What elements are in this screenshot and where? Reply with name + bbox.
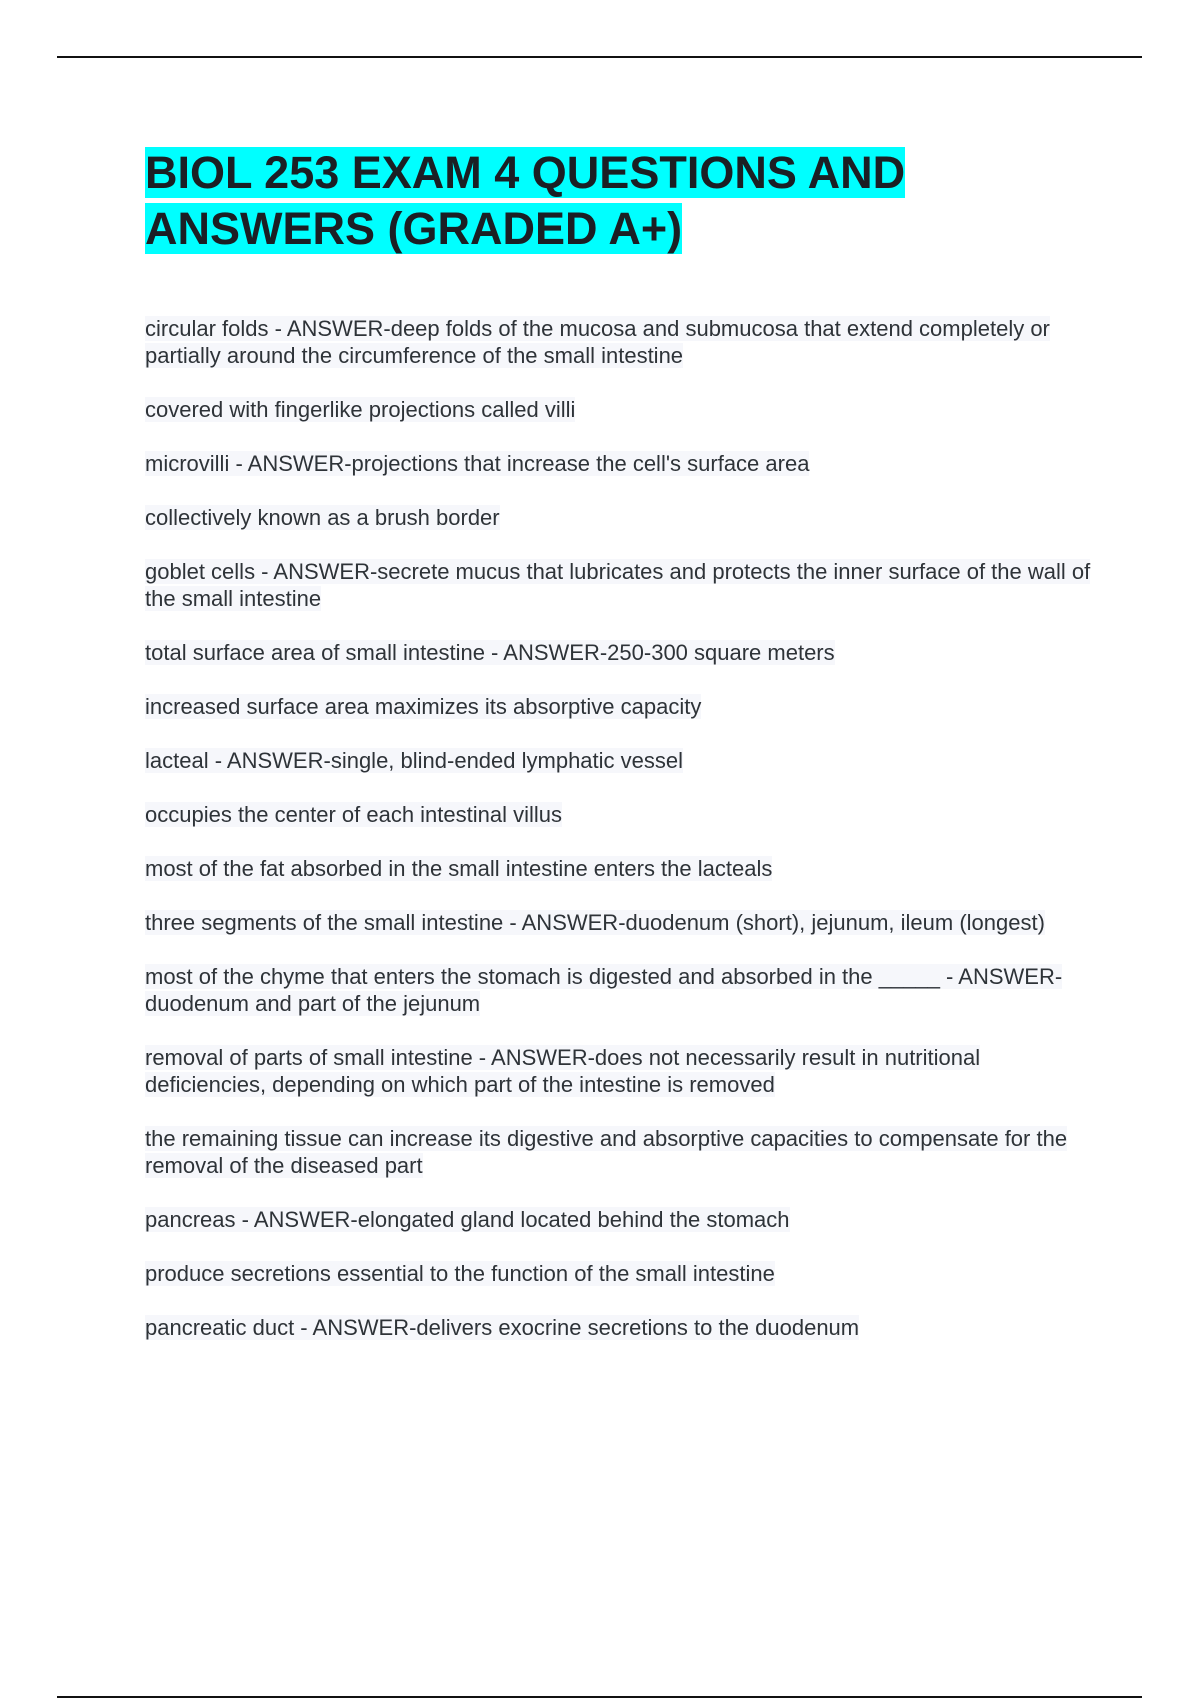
qa-entry-text: three segments of the small intestine - ANSWER-duodenum (short), jejunum, ileum (longest) <box>145 910 1045 935</box>
document-title <box>145 145 1105 257</box>
qa-entry-text: goblet cells - ANSWER-secrete mucus that lubricates and protects the inner surface of the wall of the small intestine <box>145 559 1091 611</box>
qa-entry-text: occupies the center of each intestinal villus <box>145 802 563 827</box>
qa-entry-text: covered with fingerlike projections called villi <box>145 397 576 422</box>
qa-entry <box>145 1206 1105 1233</box>
qa-entry-text: removal of parts of small intestine - ANSWER-does not necessarily result in nutritional deficiencies, depending on which part of the intestine is removed <box>145 1045 981 1097</box>
qa-entry-text: lacteal - ANSWER-single, blind-ended lymphatic vessel <box>145 748 684 773</box>
qa-entry <box>145 801 1105 828</box>
qa-entry-text: most of the chyme that enters the stomach is digested and absorbed in the _____ - ANSWER-duodenum and part of the jejunum <box>145 964 1063 1016</box>
qa-entry-text: total surface area of small intestine - ANSWER-250-300 square meters <box>145 640 835 665</box>
qa-entry-text: collectively known as a brush border <box>145 505 500 530</box>
qa-entry-text: pancreatic duct - ANSWER-delivers exocrine secretions to the duodenum <box>145 1315 860 1340</box>
document-body <box>145 145 1105 1368</box>
qa-entry <box>145 909 1105 936</box>
document-title-text: BIOL 253 EXAM 4 QUESTIONS AND ANSWERS (GRADED A+) <box>145 147 906 254</box>
bottom-rule <box>57 1696 1142 1698</box>
qa-entry-text: pancreas - ANSWER-elongated gland located behind the stomach <box>145 1207 790 1232</box>
qa-entry <box>145 315 1105 369</box>
qa-entry <box>145 450 1105 477</box>
qa-entry <box>145 963 1105 1017</box>
qa-entry-text: microvilli - ANSWER-projections that increase the cell's surface area <box>145 451 810 476</box>
qa-entry-text: the remaining tissue can increase its digestive and absorptive capacities to compensate for the removal of the diseased part <box>145 1126 1068 1178</box>
qa-entry <box>145 747 1105 774</box>
qa-entry <box>145 1260 1105 1287</box>
qa-entry <box>145 1314 1105 1341</box>
qa-entry-text: increased surface area maximizes its absorptive capacity <box>145 694 702 719</box>
qa-entry-text: most of the fat absorbed in the small intestine enters the lacteals <box>145 856 773 881</box>
qa-entry <box>145 693 1105 720</box>
qa-entry <box>145 855 1105 882</box>
qa-entry-text: produce secretions essential to the function of the small intestine <box>145 1261 775 1286</box>
qa-entry <box>145 504 1105 531</box>
qa-entry <box>145 558 1105 612</box>
qa-entry <box>145 639 1105 666</box>
qa-entry <box>145 1044 1105 1098</box>
qa-entry <box>145 1125 1105 1179</box>
qa-entry-text: circular folds - ANSWER-deep folds of the mucosa and submucosa that extend completely or partially around the circumference of the small intestine <box>145 316 1050 368</box>
qa-entry <box>145 396 1105 423</box>
top-rule <box>57 56 1142 58</box>
